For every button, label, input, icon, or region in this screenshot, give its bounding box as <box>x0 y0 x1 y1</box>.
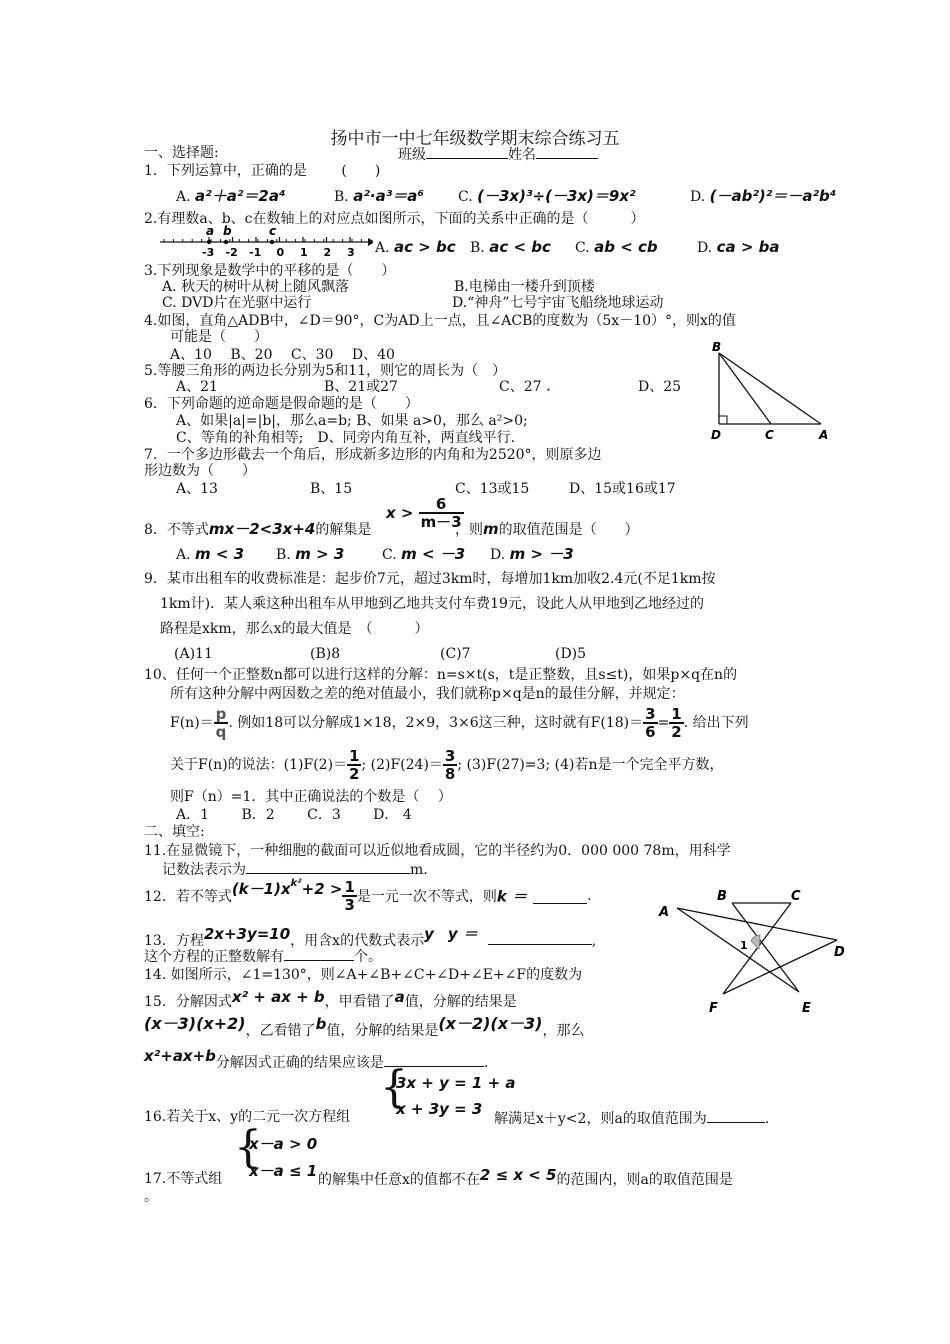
q6-options-1: A、如果|a|=|b|，那么a=b; B、如果 a>0，那么 a²>0; <box>176 413 528 429</box>
q15-l2-mid2: 值，分解的结果是 <box>326 1023 439 1039</box>
number-line-tick-label: 0 <box>276 246 285 259</box>
q10-frac-f24-num: 3 <box>444 747 456 765</box>
q8-option-c <box>382 545 465 564</box>
q5-option-b: B、21或27 <box>324 379 398 395</box>
q10-claims-tail: ; (3)F(27)=3; (4)若n是一个完全平方数， <box>457 757 724 773</box>
q7-stem-2: 形边数为（ ） <box>144 463 256 479</box>
q8-stem-tail <box>455 520 639 539</box>
q13-var-y: y <box>424 925 434 943</box>
q10-line-1: 10、任何一个正整数n都可以进行这样的分解：n=s×t(s，t是正整数，且s≤t)，如果p×q在n的 <box>144 667 738 683</box>
point-c-marker <box>270 240 274 244</box>
q8-c-label: C. <box>382 547 397 563</box>
q8-stem <box>144 520 371 539</box>
q15-expr: x² + ax + b <box>231 988 325 1006</box>
q10-pq-fraction <box>214 706 229 740</box>
q12-line <box>144 878 592 913</box>
q7-option-b: B、15 <box>310 481 353 497</box>
name-label: 姓名 <box>508 147 536 163</box>
q13-equation: 2x+3y=10 <box>203 925 291 943</box>
q13-l2-post: 个。 <box>354 949 382 965</box>
q7-option-a: A、13 <box>176 481 218 497</box>
q11-pre: 记数法表示为 <box>162 862 246 878</box>
class-label: 班级 <box>398 147 426 163</box>
side-ba <box>719 353 821 424</box>
q8-inequality: mx－2<3x+4 <box>208 520 316 538</box>
q7-option-c: C、13或15 <box>455 481 530 497</box>
q12-fraction-num: 1 <box>344 878 355 896</box>
q10-frac-1-2 <box>669 706 683 740</box>
number-line-tick-label: -3 <box>202 246 215 259</box>
vertex-e-label: E <box>802 1001 811 1016</box>
q1-b-expr: a²·a³＝a⁶ <box>353 187 424 205</box>
q2-c-expr: ab < cb <box>594 238 658 256</box>
section-2-heading: 二、填空: <box>144 824 205 840</box>
q2-d-label: D. <box>697 240 713 256</box>
q16-post-text: 解满足x＋y<2，则a的取值范围为 <box>494 1111 707 1127</box>
q2-option-a <box>375 238 456 257</box>
q5-option-d: D、25 <box>638 379 682 395</box>
q15-var-a: a <box>394 988 405 1006</box>
q10-frac-f2-den: 2 <box>349 765 360 783</box>
q8-fraction-num: 6 <box>419 496 464 514</box>
q13-line-1: 13．方程2x+3y=10，用含x的代数式表示y y ＝ , <box>144 925 597 949</box>
q8-post: ，则 <box>455 522 483 538</box>
q8-d-expr: m > －3 <box>509 545 574 563</box>
q16-answer-blank[interactable] <box>707 1108 765 1123</box>
q5-c-text: C、27 <box>499 379 542 395</box>
q8-c-expr: m < －3 <box>401 545 466 563</box>
q12-end: . <box>587 888 592 904</box>
vertex-c-label: C <box>791 889 801 904</box>
right-angle-mark <box>719 416 727 424</box>
q8-d-label: D. <box>490 547 506 563</box>
q15-l3: 分解因式正确的结果应该是 <box>215 1055 384 1071</box>
q10-example: . 例如18可以分解成1×18，2×9，3×6这三种，这时就有F(18)＝ <box>228 715 644 731</box>
q17-range: 2 ≤ x < 5 <box>479 1166 557 1184</box>
number-line-arrow <box>368 238 373 246</box>
q3-option-c: C. DVD片在光驱中运行 <box>162 295 312 311</box>
q6-options-2: C、等角的补角相等; D、同旁内角互补，两直线平行. <box>176 430 516 446</box>
q9-option-c: (C)7 <box>440 646 471 662</box>
q2-b-expr: ac < bc <box>489 238 551 256</box>
q1-paren: ( ) <box>341 163 381 179</box>
q13-l2: 这个方程的正整数解有 <box>144 949 284 965</box>
q15-l2-mid: ，乙看错了 <box>245 1023 316 1039</box>
q1-option-a <box>176 187 286 206</box>
q10-f-def: F(n)＝ <box>170 715 214 731</box>
q1-option-b <box>334 187 424 206</box>
point-b-marker <box>224 240 228 244</box>
number-line-tick-label: 2 <box>323 246 332 259</box>
class-name-fields <box>398 144 598 164</box>
q6-stem: 6．下列命题的逆命题是假命题的是（ ） <box>144 396 419 412</box>
q1-d-expr: (－ab²)²＝－a²b⁴ <box>709 187 837 205</box>
q2-d-expr: ca > ba <box>716 238 780 256</box>
q5-option-c <box>499 378 551 396</box>
q14-text: 14. 如图所示，∠1=130°，则∠A+∠B+∠C+∠D+∠E+∠F的度数为 <box>144 967 583 983</box>
vertex-a-label: A <box>819 428 829 442</box>
q17-end: 。 <box>144 1189 158 1205</box>
q15-l1-tail: 值，分解的结果是 <box>404 994 517 1010</box>
q9-option-d: (D)5 <box>555 646 587 662</box>
q17-mid: 的解集中任意x的值都不在 <box>318 1172 480 1188</box>
q9-option-b: (B)8 <box>310 646 341 662</box>
q12-pre: 12．若不等式 <box>144 889 232 905</box>
number-line-tick-label: 1 <box>300 246 308 259</box>
q11-line-1: 11.在显微镜下，一种细胞的截面可以近似地看成圆，它的半径约为0．000 000 78m，用科学 <box>144 843 731 859</box>
q15-line-2 <box>144 1014 585 1040</box>
q2-option-b <box>470 238 551 257</box>
q15-pre: 15．分解因式 <box>144 994 232 1010</box>
q13-line-2 <box>144 946 382 966</box>
q1-c-expr: (－3x)³÷(－3x)＝9x² <box>477 187 636 205</box>
q10-claims-mid: ; (2)F(24)＝ <box>361 757 443 773</box>
q8-solution <box>386 496 464 530</box>
q12-fraction <box>342 879 356 913</box>
q13-pre: 13．方程 <box>144 933 204 949</box>
q10-line-3 <box>170 706 749 740</box>
triangle-adb-figure <box>708 340 836 445</box>
q7-stem: 7．一个多边形截去一个角后，形成新多边形的内角和为2520°，则原多边 <box>144 447 602 463</box>
point-a-label: a <box>206 224 215 238</box>
q10-frac-f24 <box>443 748 457 782</box>
q10-options: A．1 B．2 C．3 D． 4 <box>176 807 412 823</box>
q15-result-2: (x－2)(x－3) <box>438 1014 543 1033</box>
q17-rest <box>318 1166 733 1189</box>
vertex-a-label: A <box>659 905 670 920</box>
q10-frac-1-2-den: 2 <box>671 723 682 741</box>
q12-var: k ＝ <box>496 887 528 906</box>
q8-b-label: B. <box>276 547 291 563</box>
q10-example-tail: . 给出下列 <box>683 715 749 731</box>
q7-option-d: D、15或16或17 <box>569 481 676 497</box>
q9-line-3: 路程是xkm，那么x的最大值是 （ ） <box>160 621 429 637</box>
vertex-d-label: D <box>834 945 845 960</box>
header-line <box>144 144 219 162</box>
q1-stem-text: 1．下列运算中，正确的是 <box>144 163 307 179</box>
q17-brace: { <box>234 1122 262 1173</box>
q9-line-1: 9．某市出租车的收费标准是：起步价7元，超过3km时，每增加1km加收2.4元(不足1km按 <box>144 571 716 587</box>
q10-line-2: 所有这种分解中两因数之差的绝对值最小，我们就称p×q是n的最佳分解，并规定： <box>170 686 685 702</box>
q2-stem: 2.有理数a、b、c在数轴上的对应点如图所示，下面的关系中正确的是（ ） <box>144 211 645 227</box>
q10-pq-den: q <box>215 723 227 741</box>
q17-ineq-1: x－a > 0 <box>249 1135 318 1153</box>
q8-tail: 的取值范围是（ ） <box>498 522 639 538</box>
vertex-c-label: C <box>765 428 774 442</box>
q4-stem: 4.如图，直角△ADB中，∠D＝90°，C为AD上一点，且∠ACB的度数为（5x－10）°，则x的值 <box>144 313 736 329</box>
q10-frac-3-6 <box>643 706 657 740</box>
q15-var-b: b <box>315 1015 327 1033</box>
number-line <box>158 223 373 259</box>
q2-c-label: C. <box>575 240 590 256</box>
q15-result-1: (x－3)(x+2) <box>144 1014 246 1033</box>
q2-a-expr: ac > bc <box>394 238 456 256</box>
vertex-f-label: F <box>709 1001 718 1016</box>
number-line-tick-label: -2 <box>225 246 238 259</box>
q16-pre: 16.若关于x、y的二元一次方程组 <box>144 1109 351 1125</box>
q10-frac-f24-den: 8 <box>444 765 456 783</box>
q1-stem <box>144 162 380 180</box>
q1-option-c <box>458 187 636 206</box>
q8-mid: 的解集是 <box>315 522 372 538</box>
class-blank[interactable] <box>426 144 508 159</box>
q9-option-a: (A)11 <box>174 646 213 662</box>
q8-fraction-den: m－3 <box>420 513 462 531</box>
q4-stem-2: 可能是（ ） <box>170 329 268 345</box>
q2-option-c <box>575 238 658 257</box>
q4-options: A、10 B、20 C、30 D、40 <box>170 347 395 363</box>
q17-pre: 17.不等式组 <box>144 1171 223 1187</box>
star-angle-figure <box>655 883 855 1023</box>
q11-answer-blank[interactable] <box>246 859 410 874</box>
q10-frac-1-2-num: 1 <box>671 705 682 723</box>
q13-var-y-eq: y ＝ <box>447 925 478 943</box>
q17-post: 的范围内，则a的取值范围是 <box>556 1172 733 1188</box>
q2-b-label: B. <box>470 240 485 256</box>
q15-l2-tail: ，那么 <box>542 1023 585 1039</box>
vertex-d-label: D <box>711 428 721 442</box>
q3-option-d: D.“神舟”七号宇宙飞船绕地球运动 <box>452 295 664 311</box>
q3-stem: 3.下列现象是数学中的平移的是（ ） <box>144 263 396 279</box>
q15-expr3: x²+ax+b <box>144 1047 216 1065</box>
q12-expr2: +2 > <box>301 880 343 898</box>
q16-brace: { <box>380 1062 408 1113</box>
q8-var: m <box>483 520 499 538</box>
q15-line-1 <box>144 988 517 1011</box>
q1-c-label: C. <box>458 189 473 205</box>
q5-option-a: A、21 <box>176 379 218 395</box>
q8-solution-lhs: x > <box>386 504 414 522</box>
q13-mid: ，用含x的代数式表示 <box>290 933 425 949</box>
q1-a-expr: a²＋a²＝2a⁴ <box>195 187 286 205</box>
q13-count-blank[interactable] <box>284 946 354 961</box>
q12-fraction-den: 3 <box>344 896 355 914</box>
number-line-tick-label: 3 <box>347 246 355 259</box>
q9-line-2: 1km计)．某人乘这种出租车从甲地到乙地共支付车费19元，设此人从甲地到乙地经过的 <box>160 596 704 612</box>
q17-ineq-2: x－a ≤ 1 <box>249 1162 318 1180</box>
q10-claims-pre: 关于F(n)的说法：(1)F(2)＝ <box>170 757 348 773</box>
point-b-label: b <box>223 224 232 238</box>
angle-1-label: 1 <box>740 939 748 952</box>
q2-option-d <box>697 238 780 257</box>
q13-answer-blank[interactable] <box>488 930 592 945</box>
q16-post <box>494 1108 769 1128</box>
q8-pre: 8．不等式 <box>144 522 209 538</box>
q1-d-label: D. <box>690 189 706 205</box>
point-a-marker <box>207 240 211 244</box>
q3-option-a: A. 秋天的树叶从树上随风飘落 <box>162 279 350 295</box>
q10-line-5: 则F（n）=1．其中正确说法的个数是（ ） <box>170 789 452 805</box>
q16-eq-1: 3x + y = 1 + a <box>396 1074 516 1092</box>
q12-answer-blank[interactable] <box>533 889 587 904</box>
page-title: 扬中市一中七年级数学期末综合练习五 <box>330 129 620 149</box>
q1-option-d <box>690 187 836 206</box>
q11-line-2 <box>162 859 428 879</box>
q5-stem: 5.等腰三角形的两边长分别为5和11，则它的周长为（ ） <box>144 363 507 379</box>
q10-eq: = <box>657 715 670 731</box>
q8-a-expr: m < 3 <box>195 545 245 563</box>
point-c-label: c <box>269 224 277 238</box>
q10-frac-3-6-num: 3 <box>645 705 656 723</box>
q1-b-label: B. <box>334 189 349 205</box>
angle-1-arc <box>751 935 760 949</box>
q12-post: 是一元一次不等式，则 <box>356 889 497 905</box>
q5-c-dot: . <box>545 379 551 395</box>
q12-expr: (k－1)x <box>231 880 291 898</box>
q10-frac-f2 <box>347 748 361 782</box>
segment-bc <box>719 353 771 424</box>
section-1-heading: 一、选择题: <box>144 145 219 161</box>
q10-pq-num: p <box>215 705 227 723</box>
q8-option-a <box>176 545 244 564</box>
q8-option-b <box>276 545 344 564</box>
q15-mid: ，甲看错了 <box>324 994 395 1010</box>
q1-a-label: A. <box>176 189 191 205</box>
q10-line-4 <box>170 748 723 782</box>
number-line-tick-label: -1 <box>249 246 262 259</box>
q2-a-label: A. <box>375 240 390 256</box>
q8-option-d <box>490 545 574 564</box>
name-blank[interactable] <box>536 144 598 159</box>
q15-line-3 <box>144 1047 489 1072</box>
q16-eq-2: x + 3y = 3 <box>396 1100 483 1118</box>
q10-frac-3-6-den: 6 <box>645 723 656 741</box>
q3-option-b: B.电梯由一楼升到顶楼 <box>454 279 595 295</box>
q12-exponent: k² <box>290 878 302 889</box>
vertex-b-label: B <box>717 889 727 904</box>
q8-a-label: A. <box>176 547 191 563</box>
q10-frac-f2-num: 1 <box>349 747 360 765</box>
q16-end: . <box>764 1111 770 1127</box>
q11-unit: m. <box>410 862 428 878</box>
q15-end: . <box>483 1055 489 1071</box>
vertex-b-label: B <box>712 340 722 354</box>
line-cf <box>723 903 791 994</box>
q8-b-expr: m > 3 <box>295 545 345 563</box>
